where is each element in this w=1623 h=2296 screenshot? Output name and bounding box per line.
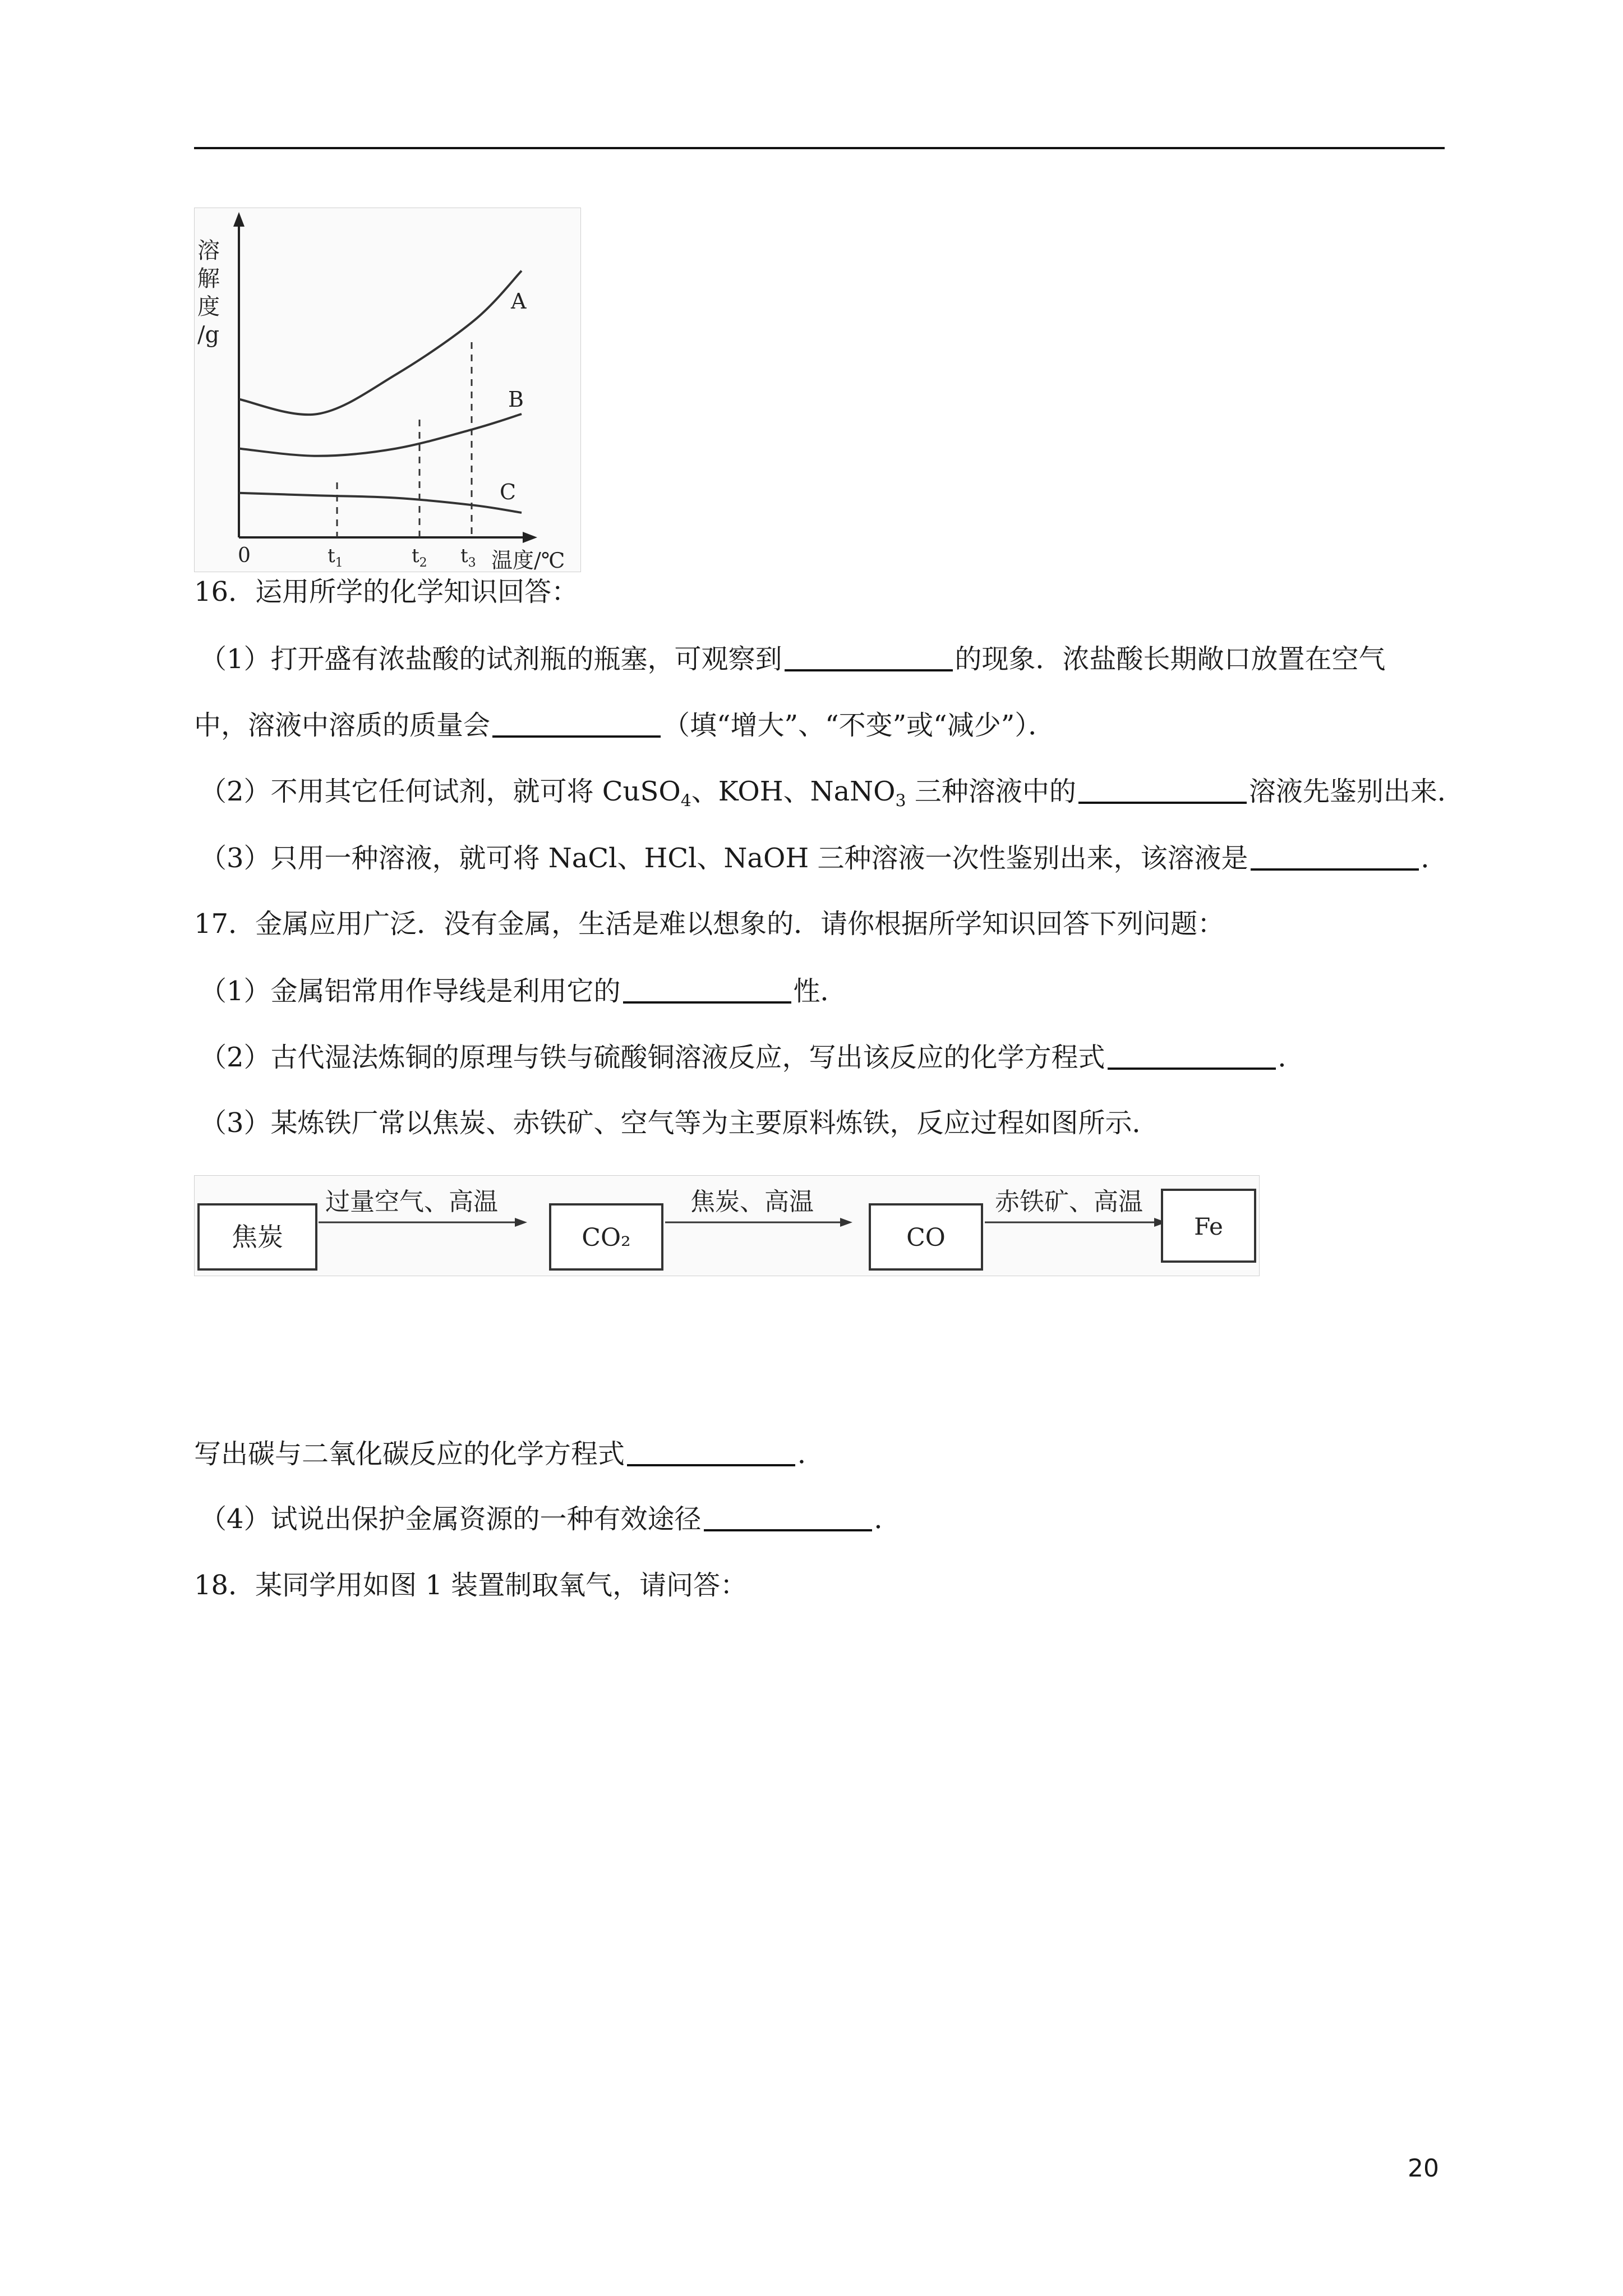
q16-part2: （2）不用其它任何试剂，就可将 CuSO$_4$、KOH、NaNO$_3$ 三种溶液中的 溶液先鉴别出来． <box>200 776 1464 811</box>
q17-part3b: 写出碳与二氧化碳反应的化学方程式 ． <box>194 1438 825 1470</box>
x-axis-label: 温度/℃ <box>491 548 565 572</box>
origin-label: 0 <box>238 544 251 567</box>
q17-title: 17．金属应用广泛．没有金属，生活是难以想象的．请你根据所学知识回答下列问题： <box>194 908 1225 940</box>
flow-box-label: CO₂ <box>582 1223 631 1252</box>
flow-box-label: CO <box>906 1223 946 1252</box>
q16-part1-line2: 中，溶液中溶质的质量会 （填“增大”、“不变”或“减少”）． <box>194 710 1055 741</box>
q16-part3: （3）只用一种溶液，就可将 NaCl、HCl、NaOH 三种溶液一次性鉴别出来，该溶液是 ． <box>200 843 1448 874</box>
q17-part2: （2）古代湿法炼铜的原理与铁与硫酸铜溶液反应，写出该反应的化学方程式 ． <box>200 1042 1305 1073</box>
tick-label-t2: $t_2$ <box>412 545 427 570</box>
q17-part1: （1）金属铝常用作导线是利用它的 性． <box>200 976 847 1007</box>
q17-part4: （4）试说出保护金属资源的一种有效途径 ． <box>200 1503 901 1535</box>
q16-title: 16．运用所学的化学知识回答： <box>194 576 579 608</box>
answer-blank[interactable] <box>623 977 791 1004</box>
solubility-chart <box>194 208 581 572</box>
ylabel-char: 解 <box>197 266 220 292</box>
answer-blank[interactable] <box>627 1439 795 1466</box>
page-number: 20 <box>1408 2154 1439 2183</box>
flow-box-label: 焦炭 <box>232 1222 283 1252</box>
flow-arrow-label: 焦炭、高温 <box>690 1188 814 1216</box>
ylabel-char: 度 <box>197 294 220 320</box>
ylabel-char: 溶 <box>197 238 220 264</box>
flow-box-label: Fe <box>1194 1213 1223 1240</box>
series-label-c: C <box>500 480 517 504</box>
answer-blank[interactable] <box>1078 777 1247 804</box>
series-label-b: B <box>508 387 524 412</box>
header-rule <box>194 147 1445 149</box>
answer-blank[interactable] <box>704 1504 872 1531</box>
tick-label-t1: $t_1$ <box>328 545 343 570</box>
tick-label-t3: $t_3$ <box>460 545 476 570</box>
flow-arrow-label: 过量空气、高温 <box>325 1188 498 1216</box>
answer-blank[interactable] <box>785 645 953 671</box>
flow-arrow-label: 赤铁矿、高温 <box>995 1188 1143 1216</box>
ironmaking-flow-diagram <box>194 1175 1260 1276</box>
answer-blank[interactable] <box>1108 1043 1276 1070</box>
series-label-a: A <box>511 289 527 314</box>
ylabel-char: /g <box>197 322 220 348</box>
q16-part1-line1: （1）打开盛有浓盐酸的试剂瓶的瓶塞，可观察到 的现象．浓盐酸长期敞口放置在空气 <box>200 643 1386 675</box>
answer-blank[interactable] <box>1251 844 1419 871</box>
q17-part3: （3）某炼铁厂常以焦炭、赤铁矿、空气等为主要原料炼铁，反应过程如图所示． <box>200 1107 1159 1139</box>
q18-title: 18．某同学用如图 1 装置制取氧气，请问答： <box>194 1570 748 1601</box>
answer-blank[interactable] <box>492 711 661 738</box>
